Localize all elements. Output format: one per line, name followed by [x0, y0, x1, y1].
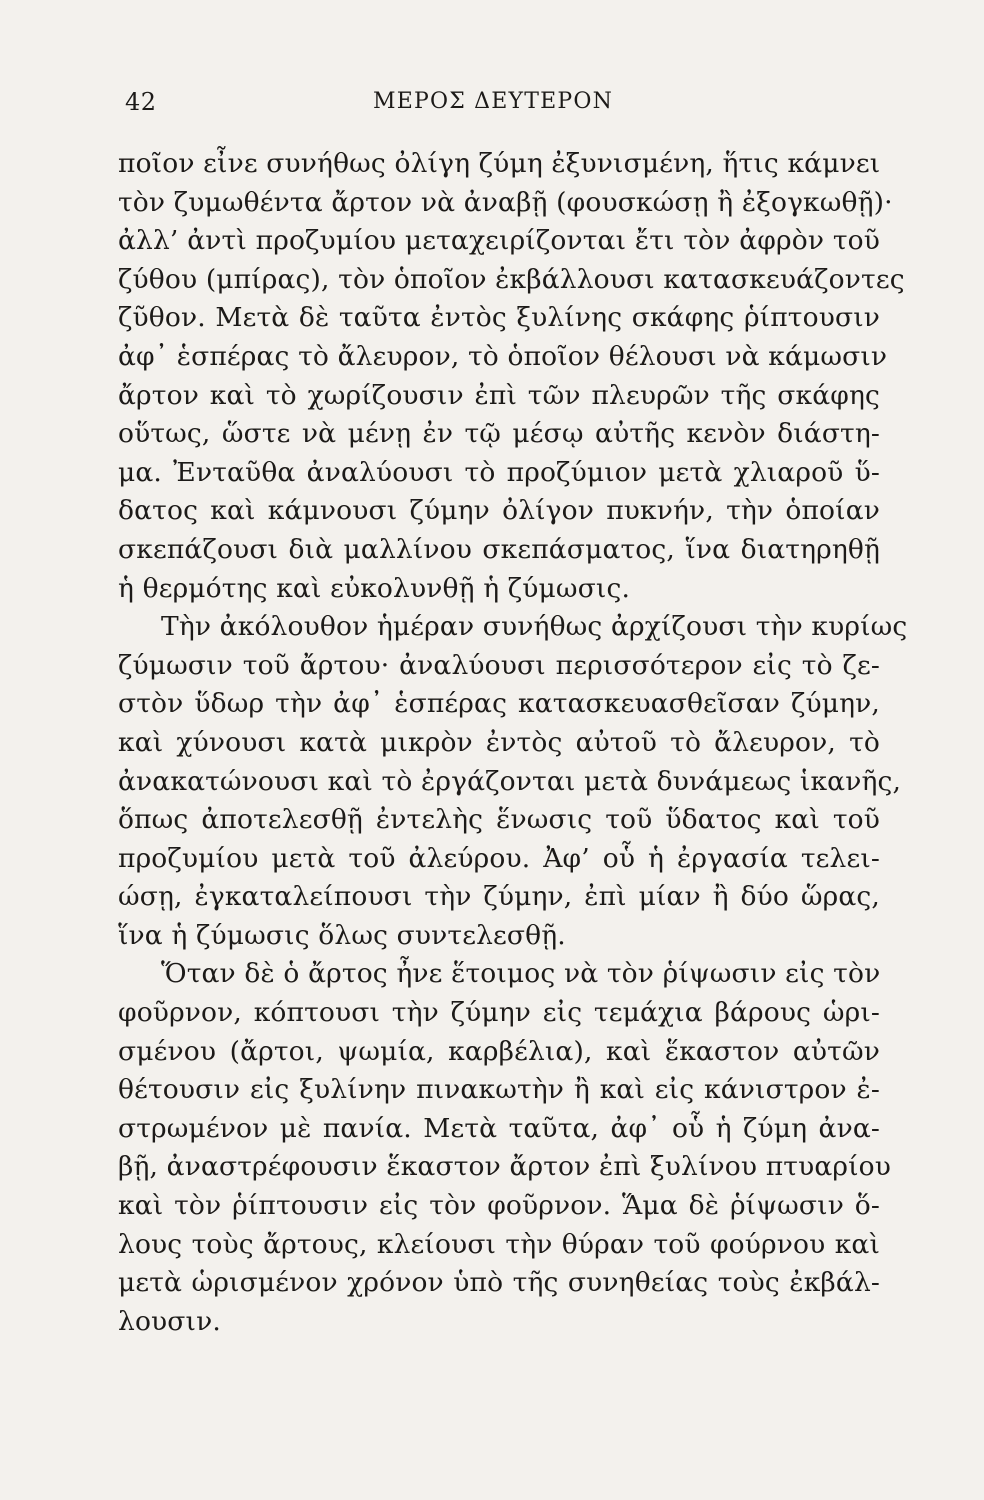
text-line: θέτουσιν εἰς ξυλίνην πινακωτὴν ἢ καὶ εἰς κάνιστρον ἐ-	[118, 1074, 880, 1106]
text-line: ζύθου (μπίρας), τὸν ὁποῖον ἐκβάλλουσι κατασκευάζοντες	[118, 263, 905, 295]
text-line: δατος καὶ κάμνουσι ζύμην ὀλίγον πυκνήν, τὴν ὁποίαν	[118, 495, 880, 527]
text-line: ἀλλ’ ἀντὶ προζυμίου μεταχειρίζονται ἔτι τὸν ἀφρὸν τοῦ	[118, 225, 880, 257]
text-line: ἀνακατώνουσι καὶ τὸ ἐργάζονται μετὰ δυνάμεως ἱκανῆς,	[118, 765, 902, 797]
text-line: ἀφ᾽ ἑσπέρας τὸ ἄλευρον, τὸ ὁποῖον θέλουσι νὰ κάμωσιν	[118, 340, 888, 372]
text-line: ἡ θερμότης καὶ εὐκολυνθῇ ἡ ζύμωσις.	[118, 572, 631, 604]
text-line: φοῦρνον, κόπτουσι τὴν ζύμην εἰς τεμάχια βάρους ὡρι-	[118, 997, 880, 1029]
text-line: βῇ, ἀναστρέφουσιν ἕκαστον ἄρτον ἐπὶ ξυλίνου πτυαρίου	[118, 1151, 892, 1183]
text-line: ἵνα ἡ ζύμωσις ὅλως συντελεσθῇ.	[118, 919, 566, 951]
text-line: Ὅταν δὲ ὁ ἄρτος ἦνε ἕτοιμος νὰ τὸν ῥίψωσιν εἰς τὸν	[161, 958, 881, 990]
text-line: σμένου (ἄρτοι, ψωμία, καρβέλια), καὶ ἕκαστον αὐτῶν	[118, 1035, 880, 1067]
page-number: 42	[125, 88, 157, 116]
text-line: ποῖον εἶνε συνήθως ὀλίγη ζύμη ἐξυνισμένη, ἥτις κάμνει	[118, 148, 881, 179]
text-line: μετὰ ὡρισμένον χρόνον ὑπὸ τῆς συνηθείας τοὺς ἐκβάλ-	[118, 1267, 880, 1299]
body-text	[118, 145, 908, 1341]
text-line: ζύμωσιν τοῦ ἄρτου· ἀναλύουσι περισσότερον εἰς τὸ ζε-	[118, 649, 880, 681]
text-line: ζῦθον. Μετὰ δὲ ταῦτα ἐντὸς ξυλίνης σκάφης ῥίπτουσιν	[118, 302, 880, 334]
running-head	[125, 84, 875, 120]
text-line: προζυμίου μετὰ τοῦ ἀλεύρου. Ἀφ’ οὗ ἡ ἐργασία τελει-	[118, 842, 880, 874]
text-line: ἄρτον καὶ τὸ χωρίζουσιν ἐπὶ τῶν πλευρῶν τῆς σκάφης	[118, 379, 880, 411]
text-line: καὶ τὸν ῥίπτουσιν εἰς τὸν φοῦρνον. Ἅμα δὲ ῥίψωσιν ὅ-	[118, 1190, 880, 1222]
text-line: λουσιν.	[118, 1305, 221, 1337]
text-line: καὶ χύνουσι κατὰ μικρὸν ἐντὸς αὐτοῦ τὸ ἄλευρον, τὸ	[118, 726, 880, 758]
text-line: Τὴν ἀκόλουθον ἡμέραν συνήθως ἀρχίζουσι τὴν κυρίως	[161, 611, 908, 643]
text-line: μα. Ἐνταῦθα ἀναλύουσι τὸ προζύμιον μετὰ χλιαροῦ ὕ-	[118, 456, 880, 488]
text-line: στὸν ὕδωρ τὴν ἀφ᾽ ἑσπέρας κατασκευασθεῖσαν ζύμην,	[118, 688, 880, 720]
text-line: τὸν ζυμωθέντα ἄρτον νὰ ἀναβῇ (φουσκώσῃ ἢ ἐξογκωθῇ)·	[118, 186, 893, 218]
text-line: οὕτως, ὥστε νὰ μένῃ ἐν τῷ μέσῳ αὐτῆς κενὸν διάστη-	[118, 418, 880, 450]
text-line: λους τοὺς ἄρτους, κλείουσι τὴν θύραν τοῦ φούρνου καὶ	[118, 1228, 880, 1260]
text-line: ὅπως ἀποτελεσθῇ ἐντελὴς ἕνωσις τοῦ ὕδατος καὶ τοῦ	[118, 804, 880, 836]
text-line: σκεπάζουσι διὰ μαλλίνου σκεπάσματος, ἵνα διατηρηθῇ	[118, 533, 880, 565]
text-line: ώσῃ, ἐγκαταλείπουσι τὴν ζύμην, ἐπὶ μίαν ἢ δύο ὥρας,	[118, 881, 880, 913]
text-line: στρωμένον μὲ πανία. Μετὰ ταῦτα, ἀφ᾽ οὗ ἡ ζύμη ἀνα-	[118, 1112, 880, 1144]
running-head-title: ΜΕΡΟΣ ΔΕΥΤΕΡΟΝ	[373, 89, 614, 114]
